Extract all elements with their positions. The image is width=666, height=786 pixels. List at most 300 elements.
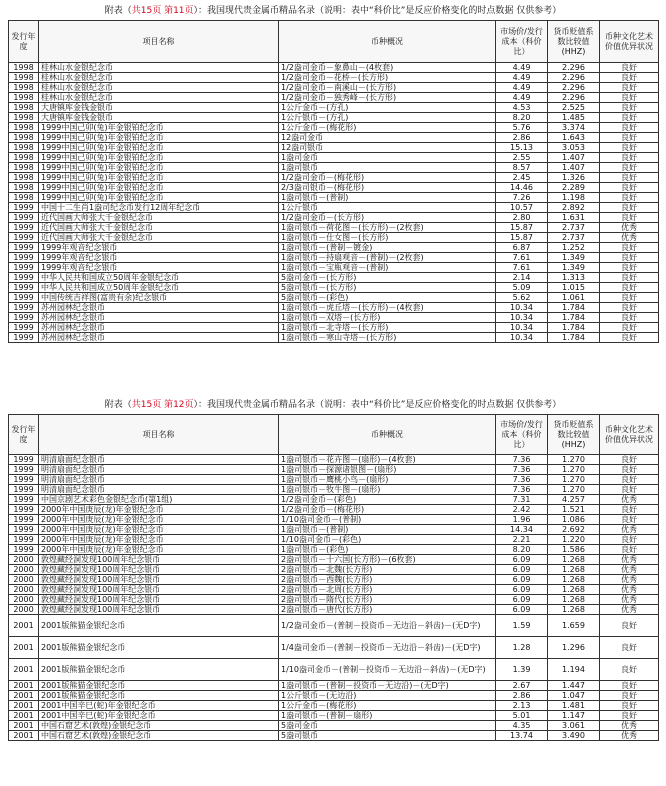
table-row [9,153,659,163]
cell-hhz: 2.289 [548,183,600,193]
cell-coin-overview: 12盎司金币 [279,133,496,143]
cell-art-value: 良好 [600,103,659,113]
table-row [9,73,659,83]
table-row [9,263,659,273]
table-row [9,193,659,203]
cell-price-ratio: 10.57 [496,203,548,213]
cell-art-value: 良好 [600,615,659,637]
cell-year: 1999 [9,475,39,485]
cell-price-ratio: 4.49 [496,73,548,83]
cell-price-ratio: 13.74 [496,731,548,741]
cell-coin-overview: 1盎司银币－(普制－镀金) [279,243,496,253]
cell-coin-overview: 1/2盎司金币－(梅花形) [279,505,496,515]
cell-project-name: 敦煌藏经洞发现100周年纪念银币 [39,555,279,565]
cell-price-ratio: 2.86 [496,691,548,701]
cell-coin-overview: 1盎司银币－双塔－(长方形) [279,313,496,323]
table-row [9,173,659,183]
cell-project-name: 2000年中国庚辰(龙)年金银纪念币 [39,515,279,525]
cell-year: 1998 [9,83,39,93]
cell-hhz: 1.270 [548,465,600,475]
cell-coin-overview: 1盎司银币－北寺塔－(长方形) [279,323,496,333]
cell-year: 1998 [9,123,39,133]
table-row [9,93,659,103]
cell-coin-overview: 2盎司银币－隋代(长方形) [279,595,496,605]
cell-project-name: 敦煌藏经洞发现100周年纪念银币 [39,565,279,575]
cell-coin-overview: 1盎司银币－(普制－投资币－无边沿)－(无D字) [279,681,496,691]
cell-coin-overview: 1盎司银币－牧牛图－(扇形) [279,485,496,495]
cell-price-ratio: 5.09 [496,283,548,293]
cell-art-value: 良好 [600,659,659,681]
cell-coin-overview: 1盎司银币－虎丘塔－(长方形)－(4枚套) [279,303,496,313]
cell-art-value: 良好 [600,73,659,83]
table-row [9,203,659,213]
cell-year: 1999 [9,293,39,303]
cell-hhz: 1.407 [548,163,600,173]
table-row [9,575,659,585]
cell-project-name: 2000年中国庚辰(龙)年金银纪念币 [39,535,279,545]
table-row [9,123,659,133]
cell-coin-overview: 1/10盎司金币－(普制－投资币－无边沿－斜齿)－(无D字) [279,659,496,681]
cell-art-value: 优秀 [600,575,659,585]
cell-coin-overview: 1盎司金币 [279,153,496,163]
cell-coin-overview: 1/2盎司金币－南溪山－(长方形) [279,83,496,93]
cell-price-ratio: 10.34 [496,333,548,343]
cell-coin-overview: 2/3盎司银币－(梅花形) [279,183,496,193]
cell-price-ratio: 7.61 [496,263,548,273]
cell-price-ratio: 2.45 [496,173,548,183]
cell-coin-overview: 1公斤银币 [279,203,496,213]
cell-coin-overview: 1/2盎司金币－(梅花形) [279,173,496,183]
cell-hhz: 1.268 [548,595,600,605]
cell-price-ratio: 4.49 [496,63,548,73]
cell-art-value: 优秀 [600,525,659,535]
cell-art-value: 良好 [600,153,659,163]
cell-coin-overview: 5盎司银币－(长方形) [279,283,496,293]
cell-project-name: 1999年观音纪念银币 [39,263,279,273]
cell-year: 1998 [9,173,39,183]
cell-year: 2000 [9,605,39,615]
cell-hhz: 2.296 [548,73,600,83]
cell-hhz: 1.061 [548,293,600,303]
table-row [9,605,659,615]
table-row [9,565,659,575]
cell-coin-overview: 12盎司银币 [279,143,496,153]
cell-project-name: 2000年中国庚辰(龙)年金银纪念币 [39,545,279,555]
cell-project-name: 2001版熊猫金银纪念币 [39,691,279,701]
cell-art-value: 优秀 [600,565,659,575]
cell-art-value: 优秀 [600,605,659,615]
cell-price-ratio: 7.36 [496,455,548,465]
cell-hhz: 2.296 [548,93,600,103]
cell-hhz: 1.270 [548,475,600,485]
cell-art-value: 优秀 [600,721,659,731]
cell-art-value: 良好 [600,681,659,691]
cell-project-name: 1999中国己卯(兔)年金银铂纪念币 [39,173,279,183]
cell-price-ratio: 7.26 [496,193,548,203]
header-project-name: 项目名称 [39,21,279,63]
cell-hhz: 1.270 [548,455,600,465]
cell-price-ratio: 6.09 [496,565,548,575]
cell-price-ratio: 8.20 [496,545,548,555]
cell-hhz: 1.313 [548,273,600,283]
header-year: 发行年度 [9,415,39,455]
cell-project-name: 大唐镇库金钱金银币 [39,113,279,123]
cell-year: 1998 [9,163,39,173]
cell-price-ratio: 10.34 [496,313,548,323]
cell-year: 1999 [9,535,39,545]
cell-price-ratio: 1.28 [496,637,548,659]
cell-price-ratio: 7.36 [496,485,548,495]
cell-price-ratio: 5.01 [496,711,548,721]
table-body [9,455,659,741]
table-row [9,293,659,303]
table-row [9,637,659,659]
cell-year: 2000 [9,595,39,605]
cell-art-value: 良好 [600,333,659,343]
cell-hhz: 1.784 [548,323,600,333]
cell-project-name: 中华人民共和国成立50周年金银纪念币 [39,283,279,293]
cell-hhz: 2.296 [548,63,600,73]
cell-hhz: 1.268 [548,555,600,565]
table-row [9,303,659,313]
header-art-value: 币种文化艺术价值优异状况 [600,415,659,455]
cell-price-ratio: 4.53 [496,103,548,113]
cell-price-ratio: 2.14 [496,273,548,283]
cell-art-value: 良好 [600,313,659,323]
table-row [9,485,659,495]
cell-year: 1999 [9,323,39,333]
cell-price-ratio: 4.49 [496,93,548,103]
cell-year: 1999 [9,273,39,283]
cell-project-name: 中国十二生肖1盎司纪念币发行12周年纪念币 [39,203,279,213]
cell-price-ratio: 1.39 [496,659,548,681]
cell-price-ratio: 10.34 [496,323,548,333]
cell-art-value: 良好 [600,263,659,273]
cell-art-value: 良好 [600,323,659,333]
cell-coin-overview: 1盎司银币－寒山寺塔－(长方形) [279,333,496,343]
cell-year: 2000 [9,565,39,575]
table-row [9,113,659,123]
cell-coin-overview: 1公斤金币－(方孔) [279,103,496,113]
cell-coin-overview: 5盎司银币－(彩色) [279,293,496,303]
cell-art-value: 良好 [600,515,659,525]
cell-year: 1998 [9,183,39,193]
table-row [9,701,659,711]
cell-price-ratio: 7.31 [496,495,548,505]
cell-hhz: 2.525 [548,103,600,113]
table-row [9,243,659,253]
table-row [9,595,659,605]
cell-year: 1998 [9,93,39,103]
cell-coin-overview: 2盎司银币－西魏(长方形) [279,575,496,585]
cell-price-ratio: 6.09 [496,585,548,595]
cell-price-ratio: 2.42 [496,505,548,515]
cell-coin-overview: 2盎司银币－北周(长方形) [279,585,496,595]
cell-coin-overview: 1盎司银币－(普制－扇形) [279,711,496,721]
cell-project-name: 中国石窟艺术(敦煌)金银纪念币 [39,721,279,731]
cell-year: 1999 [9,455,39,465]
cell-art-value: 良好 [600,113,659,123]
cell-art-value: 良好 [600,475,659,485]
cell-year: 1999 [9,283,39,293]
table-header-row [9,415,659,455]
cell-project-name: 苏州园林纪念银币 [39,323,279,333]
cell-price-ratio: 7.36 [496,465,548,475]
cell-art-value: 良好 [600,505,659,515]
cell-coin-overview: 1盎司银币－探源诸银图－(扇形) [279,465,496,475]
cell-coin-overview: 1/2盎司金币－(长方形) [279,213,496,223]
cell-hhz: 1.349 [548,263,600,273]
caption-text: ）：我国现代贵金属币精品名录（说明：表中“科价比”是反应价格变化的时点数据 仅供参考） [193,400,562,410]
header-hhz: 货币贬值系数比较值(HHZ) [548,415,600,455]
header-hhz: 货币贬值系数比较值(HHZ) [548,21,600,63]
cell-hhz: 2.737 [548,223,600,233]
cell-project-name: 桂林山水金银纪念币 [39,63,279,73]
cell-year: 2001 [9,731,39,741]
cell-hhz: 3.061 [548,721,600,731]
coin-catalog-table [8,20,659,343]
cell-project-name: 桂林山水金银纪念币 [39,93,279,103]
cell-price-ratio: 7.61 [496,253,548,263]
cell-coin-overview: 1盎司银币－花卉图－(扇形)－(4枚套) [279,455,496,465]
table-row [9,505,659,515]
cell-project-name: 苏州园林纪念银币 [39,303,279,313]
caption-page-number: 共15页 第11页 [131,6,194,16]
cell-hhz: 1.047 [548,691,600,701]
cell-year: 2001 [9,711,39,721]
table-row [9,183,659,193]
cell-project-name: 2001中国辛巳(蛇)年金银纪念币 [39,711,279,721]
cell-hhz: 1.481 [548,701,600,711]
cell-coin-overview: 1/2盎司金币－(普制－投资币－无边沿－斜齿)－(无D字) [279,615,496,637]
table-row [9,233,659,243]
cell-hhz: 1.194 [548,659,600,681]
cell-coin-overview: 1盎司银币－(普制) [279,525,496,535]
cell-hhz: 1.015 [548,283,600,293]
cell-year: 2001 [9,637,39,659]
cell-art-value: 良好 [600,213,659,223]
cell-hhz: 1.349 [548,253,600,263]
header-project-name: 项目名称 [39,415,279,455]
cell-hhz: 1.086 [548,515,600,525]
cell-hhz: 3.053 [548,143,600,153]
cell-year: 1998 [9,133,39,143]
table-body [9,63,659,343]
cell-art-value: 良好 [600,701,659,711]
cell-coin-overview: 1/2盎司金币－(彩色) [279,495,496,505]
table-row [9,535,659,545]
cell-price-ratio: 14.34 [496,525,548,535]
cell-hhz: 2.296 [548,83,600,93]
cell-coin-overview: 5盎司金币 [279,721,496,731]
cell-hhz: 2.692 [548,525,600,535]
cell-year: 2000 [9,585,39,595]
cell-project-name: 敦煌藏经洞发现100周年纪念银币 [39,595,279,605]
cell-art-value: 优秀 [600,595,659,605]
cell-year: 1999 [9,243,39,253]
table-row [9,213,659,223]
cell-year: 1999 [9,263,39,273]
cell-project-name: 2001版熊猫金银纪念币 [39,681,279,691]
cell-price-ratio: 4.35 [496,721,548,731]
header-art-value: 币种文化艺术价值优异状况 [600,21,659,63]
cell-project-name: 中华人民共和国成立50周年金银纪念币 [39,273,279,283]
caption-text: ）：我国现代贵金属币精品名录（说明：表中“科价比”是反应价格变化的时点数据 仅供参考） [193,6,562,16]
table-row [9,103,659,113]
cell-project-name: 2000年中国庚辰(龙)年金银纪念币 [39,505,279,515]
cell-project-name: 明清扇面纪念银币 [39,475,279,485]
table-row [9,555,659,565]
caption-prefix: 附表（ [104,400,132,410]
cell-price-ratio: 15.87 [496,223,548,233]
cell-coin-overview: 5盎司银币 [279,731,496,741]
cell-year: 1998 [9,103,39,113]
cell-project-name: 1999中国己卯(兔)年金银铂纪念币 [39,133,279,143]
cell-coin-overview: 1盎司银币－(普制) [279,193,496,203]
cell-art-value: 良好 [600,253,659,263]
table-row [9,163,659,173]
coin-catalog-table [8,414,659,741]
cell-project-name: 2001中国辛巳(蛇)年金银纪念币 [39,701,279,711]
cell-project-name: 1999中国己卯(兔)年金银铂纪念币 [39,193,279,203]
cell-coin-overview: 1盎司银币－鹰桃小鸟－(扇形) [279,475,496,485]
cell-art-value: 良好 [600,243,659,253]
cell-hhz: 1.147 [548,711,600,721]
cell-project-name: 1999年观音纪念银币 [39,243,279,253]
cell-hhz: 3.374 [548,123,600,133]
table-row [9,455,659,465]
cell-year: 1999 [9,505,39,515]
cell-art-value: 良好 [600,465,659,475]
cell-year: 1999 [9,465,39,475]
table-row [9,63,659,73]
cell-year: 1999 [9,223,39,233]
cell-art-value: 良好 [600,273,659,283]
cell-year: 1999 [9,303,39,313]
cell-art-value: 良好 [600,485,659,495]
cell-year: 2001 [9,691,39,701]
cell-project-name: 桂林山水金银纪念币 [39,83,279,93]
cell-project-name: 桂林山水金银纪念币 [39,73,279,83]
table-row [9,659,659,681]
table-row [9,323,659,333]
cell-coin-overview: 1/2盎司金币－独秀峰－(长方形) [279,93,496,103]
cell-year: 2000 [9,575,39,585]
cell-art-value: 优秀 [600,233,659,243]
cell-year: 1999 [9,233,39,243]
cell-hhz: 1.198 [548,193,600,203]
cell-year: 1998 [9,143,39,153]
table-row [9,283,659,293]
cell-year: 1999 [9,213,39,223]
cell-coin-overview: 1盎司银币 [279,163,496,173]
cell-hhz: 1.268 [548,565,600,575]
table-caption [8,4,658,20]
cell-price-ratio: 15.87 [496,233,548,243]
cell-project-name: 敦煌藏经洞发现100周年纪念银币 [39,605,279,615]
cell-project-name: 近代国画大师张大千金银纪念币 [39,213,279,223]
cell-price-ratio: 8.57 [496,163,548,173]
cell-project-name: 敦煌藏经洞发现100周年纪念银币 [39,575,279,585]
cell-coin-overview: 1/10盎司金币－(普制) [279,515,496,525]
cell-hhz: 1.447 [548,681,600,691]
cell-coin-overview: 1/10盎司金币－(彩色) [279,535,496,545]
cell-art-value: 优秀 [600,585,659,595]
cell-price-ratio: 2.80 [496,213,548,223]
cell-hhz: 1.784 [548,303,600,313]
table-block-page-12 [8,398,658,741]
cell-art-value: 良好 [600,303,659,313]
table-row [9,731,659,741]
cell-price-ratio: 4.49 [496,83,548,93]
cell-coin-overview: 1/2盎司金币－花桥－(长方形) [279,73,496,83]
cell-project-name: 明清扇面纪念银币 [39,455,279,465]
cell-project-name: 敦煌藏经洞发现100周年纪念银币 [39,585,279,595]
cell-price-ratio: 2.67 [496,681,548,691]
cell-art-value: 良好 [600,293,659,303]
cell-year: 1999 [9,545,39,555]
cell-year: 1998 [9,73,39,83]
table-row [9,545,659,555]
cell-coin-overview: 1盎司银币－持扇观音－(普制)－(2枚套) [279,253,496,263]
cell-coin-overview: 1盎司银币－荷花图－(长方形)－(2枚套) [279,223,496,233]
cell-price-ratio: 7.36 [496,475,548,485]
cell-price-ratio: 2.55 [496,153,548,163]
cell-coin-overview: 1公斤金币－(梅花形) [279,123,496,133]
cell-price-ratio: 1.96 [496,515,548,525]
table-row [9,143,659,153]
table-row [9,495,659,505]
cell-price-ratio: 1.59 [496,615,548,637]
cell-project-name: 1999中国己卯(兔)年金银铂纪念币 [39,153,279,163]
cell-year: 1998 [9,63,39,73]
cell-art-value: 优秀 [600,495,659,505]
cell-art-value: 良好 [600,83,659,93]
cell-hhz: 2.737 [548,233,600,243]
cell-coin-overview: 1公斤金币－(梅花形) [279,701,496,711]
table-row [9,273,659,283]
cell-art-value: 良好 [600,123,659,133]
cell-hhz: 1.643 [548,133,600,143]
table-row [9,585,659,595]
cell-price-ratio: 6.09 [496,605,548,615]
cell-price-ratio: 6.87 [496,243,548,253]
cell-year: 1998 [9,193,39,203]
cell-coin-overview: 1/2盎司金币－象鼻山－(4枚套) [279,63,496,73]
cell-year: 1999 [9,333,39,343]
cell-art-value: 良好 [600,143,659,153]
cell-project-name: 2001版熊猫金银纪念币 [39,659,279,681]
cell-project-name: 近代国画大师张大千金银纪念币 [39,233,279,243]
cell-price-ratio: 2.13 [496,701,548,711]
cell-project-name: 近代国画大师张大千金银纪念币 [39,223,279,233]
cell-hhz: 1.268 [548,585,600,595]
cell-art-value: 优秀 [600,223,659,233]
cell-price-ratio: 6.09 [496,595,548,605]
cell-price-ratio: 5.62 [496,293,548,303]
cell-hhz: 3.490 [548,731,600,741]
cell-coin-overview: 1盎司银币－仕女图－(长方形) [279,233,496,243]
header-year: 发行年度 [9,21,39,63]
cell-year: 1999 [9,203,39,213]
table-row [9,475,659,485]
cell-price-ratio: 8.20 [496,113,548,123]
cell-art-value: 良好 [600,535,659,545]
cell-art-value: 优秀 [600,731,659,741]
cell-year: 1998 [9,153,39,163]
cell-project-name: 中国石窟艺术(敦煌)金银纪念币 [39,731,279,741]
cell-art-value: 良好 [600,283,659,293]
